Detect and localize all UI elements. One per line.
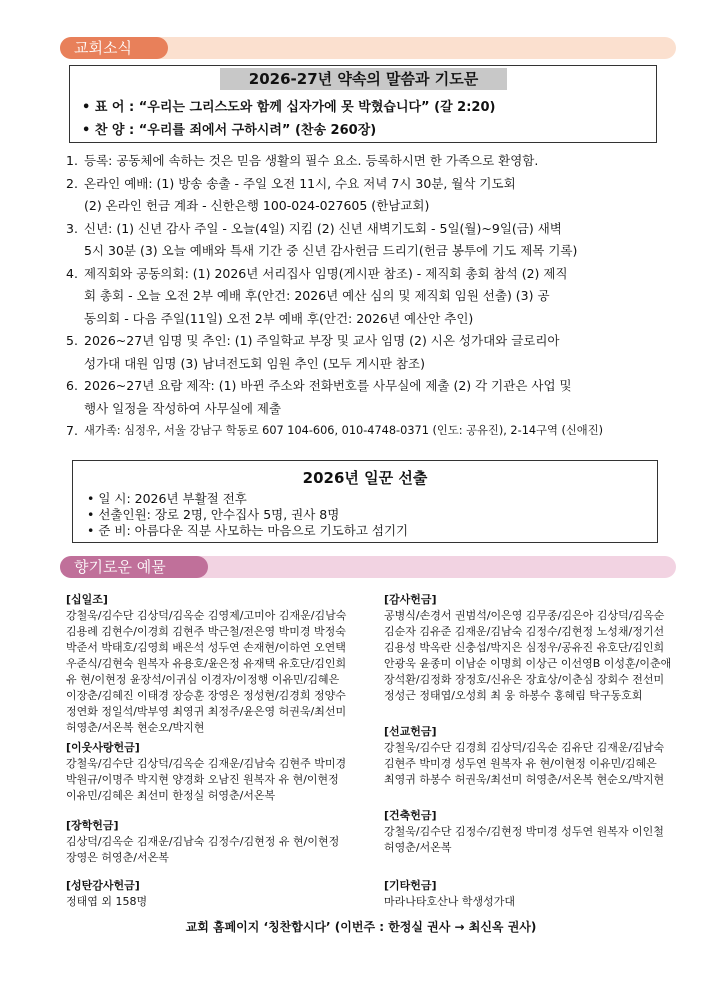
news-text: 등록: 공동체에 속하는 것은 믿음 생활의 필수 요소. 등록하시면 한 가족으로 환영함.	[84, 153, 539, 168]
offering-names: 공병식/손경서 권범석/이은영 김무종/김은아 김상덕/김옥순 김순자 김유준 김재운/김남숙 김정수/김현정 노성채/정기선 김용성 박옥란 신충섭/박지은 심정우/공유진 유호단/김인희 안광욱 윤종미 이남순 이명희 이상근 이선영B 이성훈/이춘애 장석환/김정화 장정호/신유은 장효상/이춘심 장회수 전선미 정성근 정태엽/오성희 최 웅 하봉수 홍혜림 탁구동호회	[384, 609, 672, 702]
officer-election-title: 2026년 일꾼 선출	[302, 469, 428, 487]
news-text: 온라인 예배: (1) 방송 송출 - 주일 오전 11시, 수요 저녁 7시 30분, 월삭 기도회 (2) 온라인 헌금 계좌 - 신한은행 100-024-027605 (한남교회)	[84, 175, 516, 213]
section-header-offerings	[60, 556, 676, 578]
section-header-tab	[60, 37, 168, 59]
officer-election-box	[72, 460, 658, 543]
offering-heading: [성탄감사헌금]	[66, 879, 140, 892]
news-item	[66, 375, 666, 420]
offering-names: 마라나타호산나 학생성가대	[384, 895, 516, 908]
offering-heading: [건축헌금]	[384, 809, 437, 822]
election-count-line: • 선출인원: 장로 2명, 안수집사 5명, 권사 8명	[87, 507, 340, 522]
offering-group-christmas	[66, 878, 356, 910]
news-num: 2.	[66, 175, 78, 191]
offering-heading: [선교헌금]	[384, 725, 437, 738]
news-text: 새가족: 심정우, 서울 강남구 학동로 607 104-606, 010-4748-0371 (인도: 공유진), 2-14구역 (신애진)	[84, 424, 604, 437]
news-text: 2026~27년 요람 제작: (1) 바뀐 주소와 전화번호를 사무실에 제출 (2) 각 기관은 사업 및 행사 일정을 작성하여 사무실에 제출	[84, 378, 572, 416]
election-date-line: • 일 시: 2026년 부활절 전후	[87, 491, 247, 506]
motto-line: • 표 어 : “우리는 그리스도와 함께 십자가에 못 박혔습니다” (갈 2:20)	[82, 100, 496, 115]
offering-names: 강철욱/김수단 김상덕/김옥순 김영제/고미아 김재운/김남숙 김용례 김현수/이경희 김현주 박근철/전은영 박미경 박정숙 박준서 박태호/김영희 배은석 성두연 손재현/이하연 오연택 우준식/김현숙 원복자 유용호/윤은정 유재택 유호단/김인희 유 현/이현정 윤장석/이귀심 이경자/이정행 이유민/김혜은 이장춘/김혜진 이태경 장승훈 장영은 정성현/김경희 정양수 정연화 정일석/박부영 최영귀 최정주/윤은영 허권욱/최선미 허영춘/서온복 현순오/박지현	[66, 609, 347, 734]
offering-names: 강철욱/김수단 김경희 김상덕/김옥순 김유단 김재운/김남숙 김현주 박미경 성두연 원복자 유 현/이현정 이유민/김혜은 최영귀 하봉수 허권욱/최선미 허영춘/서온복 현순오/박지현	[384, 741, 665, 786]
section-header-church-news	[60, 37, 676, 59]
offering-heading: [감사헌금]	[384, 593, 437, 606]
offering-group-building	[384, 808, 674, 856]
offering-group-neighbor	[66, 740, 356, 804]
news-item	[66, 420, 666, 443]
offering-names: 강철욱/김수단 김정수/김현정 박미경 성두연 원복자 이인철 허영춘/서온복	[384, 825, 664, 854]
news-item	[66, 330, 666, 375]
news-item	[66, 263, 666, 331]
offering-heading: [십일조]	[66, 593, 108, 606]
section-title: 교회소식	[74, 39, 132, 57]
news-item	[66, 173, 666, 218]
news-item	[66, 218, 666, 263]
news-num: 1.	[66, 153, 78, 168]
offering-names: 강철욱/김수단 김상덕/김옥순 김재운/김남숙 김현주 박미경 박원규/이명주 박지현 양경화 오남진 원복자 유 현/이현정 이유민/김혜은 최선미 한정실 허영춘/서온복	[66, 757, 347, 802]
offering-heading: [기타헌금]	[384, 879, 437, 892]
offering-heading: [장학헌금]	[66, 819, 119, 832]
offering-group-scholarship	[66, 818, 356, 866]
offering-names: 정태엽 외 158명	[66, 895, 148, 908]
promise-verse-box	[69, 65, 657, 143]
news-text: 2026~27년 임명 및 추인: (1) 주일학교 부장 및 교사 임명 (2) 시온 성가대와 글로리아 성가대 대원 임명 (3) 남녀전도회 임원 추인 (모두 게시판 참조)	[84, 333, 560, 371]
news-num: 3.	[66, 220, 78, 236]
news-list	[66, 150, 666, 443]
offering-heading: [이웃사랑헌금]	[66, 741, 140, 754]
news-num: 7.	[66, 423, 78, 438]
promise-verse-title: 2026-27년 약속의 말씀과 기도문	[220, 68, 507, 90]
news-text: 제직회와 공동의회: (1) 2026년 서리집사 임명(게시판 참조) - 제직회 총회 참석 (2) 제직 회 총회 - 오늘 오전 2부 예배 후(안건: 2026년 예산 심의 및 제직회 임원 선출) (3) 공 동의회 - 다음 주일(11일) 오전 2부 예배 후(안건: 2026년 예산안 추인)	[84, 265, 568, 326]
homepage-praise-note: 교회 홈페이지 ‘칭찬합시다’ (이번주 : 한정실 권사 → 최신옥 권사)	[185, 920, 537, 934]
hymn-line: • 찬 양 : “우리를 죄에서 구하시려” (찬송 260장)	[82, 123, 377, 138]
news-num: 4.	[66, 265, 78, 281]
section-title: 향기로운 예물	[74, 558, 166, 576]
news-text: 신년: (1) 신년 감사 주일 - 오늘(4일) 지킴 (2) 신년 새벽기도회 - 5일(월)~9일(금) 새벽 5시 30분 (3) 오늘 예배와 특새 기간 중 신년 감사헌금 드리기(헌금 봉투에 기도 제목 기록)	[84, 220, 578, 258]
section-header-tab	[60, 556, 208, 578]
news-item	[66, 150, 666, 173]
offering-group-other	[384, 878, 674, 910]
offering-group-tithe	[66, 592, 356, 736]
news-num: 6.	[66, 378, 78, 393]
election-prep-line: • 준 비: 아름다운 직분 사모하는 마음으로 기도하고 섬기기	[87, 523, 409, 538]
news-num: 5.	[66, 333, 78, 348]
offering-group-thanks	[384, 592, 674, 704]
offering-names: 김상덕/김옥순 김재운/김남숙 김정수/김현정 유 현/이현정 장영은 허영춘/서온복	[66, 835, 340, 864]
offering-group-mission	[384, 724, 674, 788]
